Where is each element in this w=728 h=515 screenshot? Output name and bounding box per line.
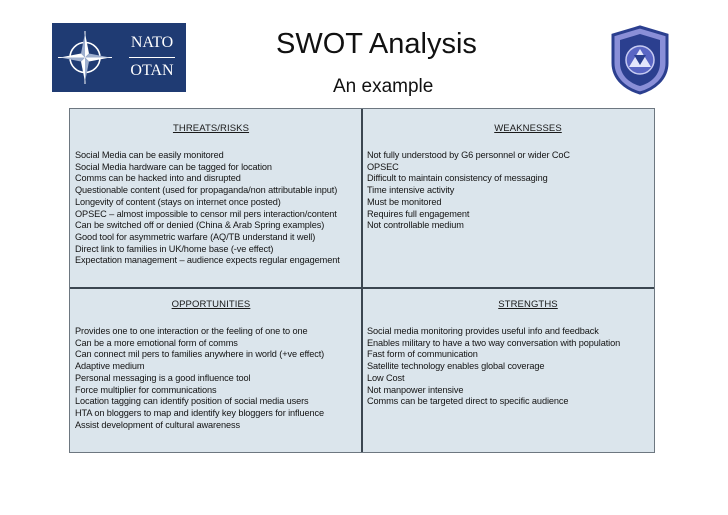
opportunities-list (75, 326, 357, 431)
wordmark-divider (129, 57, 175, 58)
threats-heading: THREATS/RISKS (172, 123, 250, 134)
otan-text: OTAN (130, 62, 174, 79)
list-item: Direct link to families in UK/home base (-ve effect) (75, 243, 274, 254)
list-item: Force multiplier for communications (75, 384, 217, 395)
strengths-heading: STRENGTHS (498, 299, 558, 310)
grid-horizontal-divider (70, 287, 654, 289)
list-item: Provides one to one interaction or the feeling of one to one (75, 326, 308, 336)
list-item: Difficult to maintain consistency of messaging (367, 173, 548, 184)
weaknesses-quadrant (367, 123, 649, 232)
swot-photo (69, 108, 655, 453)
list-item: Can be a more emotional form of comms (75, 337, 238, 348)
list-item: OPSEC – almost impossible to censor mil pers interaction/content (75, 208, 337, 219)
list-item: Social media monitoring provides useful info and feedback (367, 326, 599, 336)
page-title: SWOT Analysis (276, 28, 477, 60)
list-item: Low Cost (367, 372, 405, 383)
weaknesses-list (367, 150, 649, 232)
list-item: Social Media hardware can be tagged for location (75, 161, 272, 172)
list-item: Time intensive activity (367, 185, 455, 196)
grid-vertical-divider (361, 109, 363, 452)
list-item: HTA on bloggers to map and identify key bloggers for influence (75, 407, 324, 418)
nato-text: NATO (130, 34, 174, 52)
list-item: Location tagging can identify position of social media users (75, 396, 309, 407)
list-item: Not controllable medium (367, 220, 464, 231)
list-item: Fast form of communication (367, 349, 478, 360)
list-item: Longevity of content (stays on internet once posted) (75, 196, 281, 207)
weaknesses-heading: WEAKNESSES (494, 123, 562, 134)
list-item: Comms can be targeted direct to specific audience (367, 396, 569, 407)
list-item: Personal messaging is a good influence tool (75, 372, 251, 383)
list-item: Requires full engagement (367, 208, 470, 219)
list-item: Enables military to have a two way conversation with population (367, 337, 621, 348)
military-crest-icon (609, 25, 671, 95)
list-item: OPSEC (367, 161, 399, 172)
opportunities-heading: OPPORTUNITIES (171, 299, 251, 310)
opportunities-quadrant (75, 299, 357, 431)
threats-quadrant (75, 123, 357, 267)
list-item: Assist development of cultural awareness (75, 419, 241, 430)
page-subtitle: An example (333, 76, 434, 97)
list-item: Can be switched off or denied (China & Arab Spring examples) (75, 220, 325, 231)
strengths-quadrant (367, 299, 649, 408)
list-item: Satellite technology enables global coverage (367, 361, 545, 372)
nato-wordmark (118, 23, 186, 92)
nato-compass-star-icon (52, 23, 118, 92)
list-item: Must be monitored (367, 196, 442, 207)
list-item: Questionable content (used for propaganda/non attributable input) (75, 185, 338, 196)
strengths-list (367, 326, 649, 408)
list-item: Not fully understood by G6 personnel or wider CoC (367, 150, 570, 160)
list-item: Expectation management – audience expects regular engagement (75, 255, 340, 266)
list-item: Comms can be hacked into and disrupted (75, 173, 241, 184)
list-item: Social Media can be easily monitored (75, 150, 224, 160)
list-item: Adaptive medium (75, 361, 145, 372)
nato-logo (52, 23, 186, 92)
list-item: Not manpower intensive (367, 384, 464, 395)
list-item: Can connect mil pers to families anywhere in world (+ve effect) (75, 349, 325, 360)
list-item: Good tool for asymmetric warfare (AQ/TB understand it well) (75, 231, 316, 242)
threats-list (75, 150, 357, 267)
